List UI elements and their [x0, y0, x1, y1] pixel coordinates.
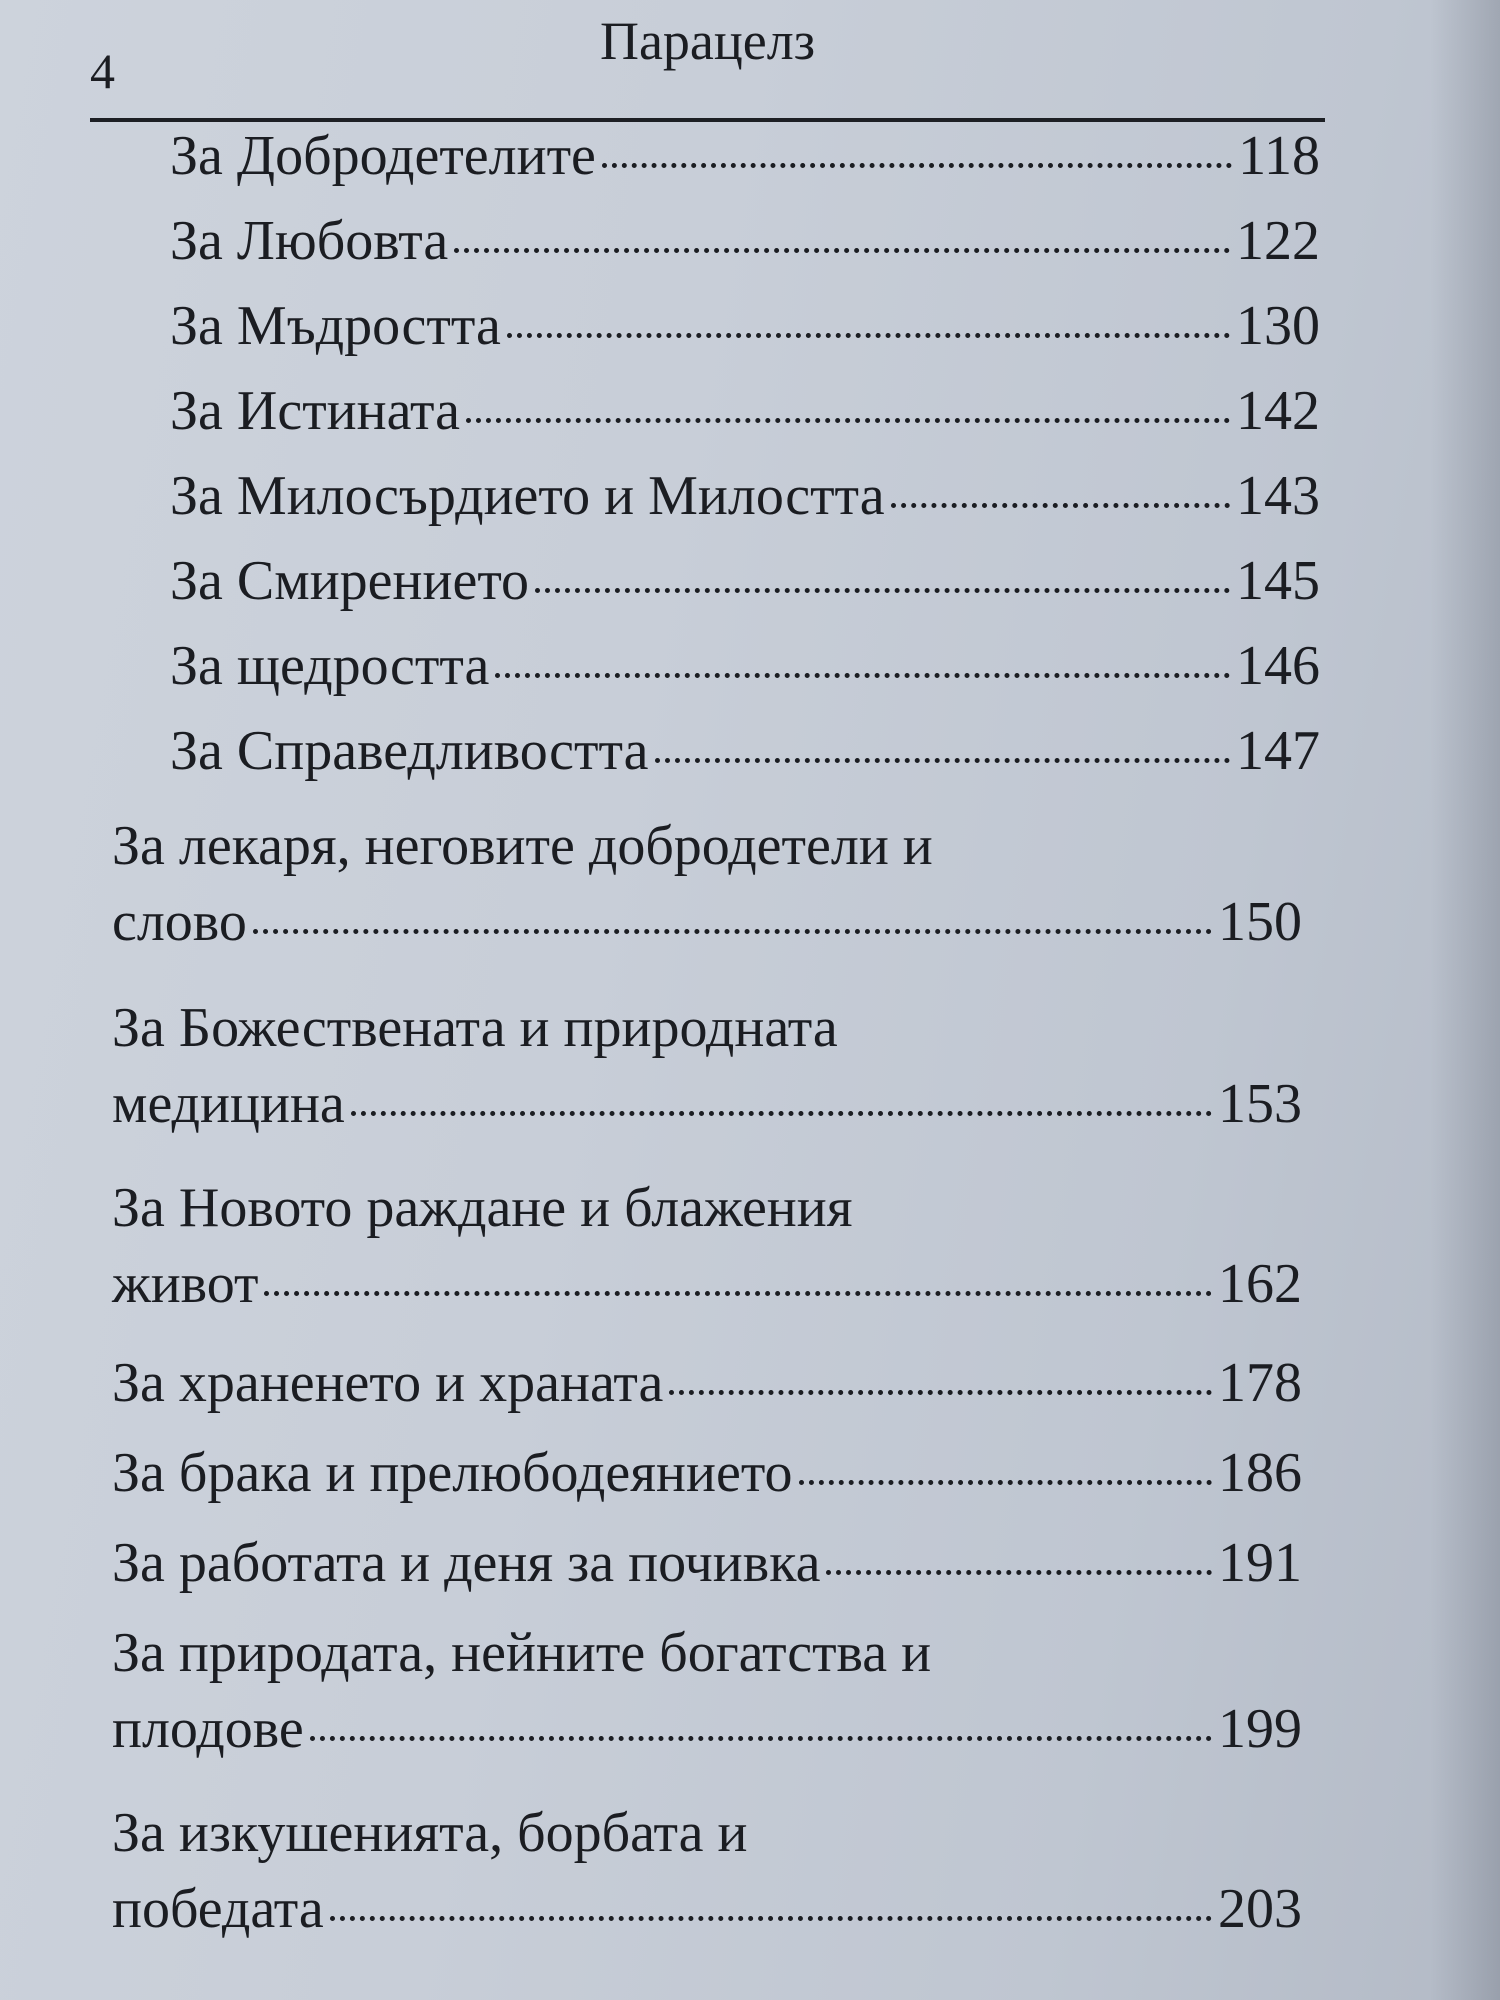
- running-title: Парацелз: [599, 11, 816, 71]
- toc-entry-page: 150: [1218, 891, 1302, 953]
- toc-entry: [112, 1442, 1302, 1504]
- toc-entry-page: 122: [1236, 210, 1320, 272]
- toc-entry-title: За Смирението: [170, 550, 530, 612]
- dot-leader: [507, 333, 1230, 338]
- toc-entry-title-line1: За Новото раждане и блажения: [112, 1177, 853, 1239]
- dot-leader: [826, 1570, 1212, 1575]
- toc-entry: [170, 465, 1320, 527]
- dot-leader: [655, 758, 1230, 763]
- toc-entry: [112, 1802, 1302, 1940]
- toc-entry-title-line2: медицина: [112, 1073, 345, 1135]
- dot-leader: [310, 1736, 1212, 1741]
- toc-entry-page: 143: [1236, 465, 1320, 527]
- toc-entry: [170, 635, 1320, 697]
- toc-entry-title: За Добродетелите: [170, 125, 596, 187]
- toc-entry-title: За храненето и храната: [112, 1352, 664, 1414]
- toc-entry-title: За щедростта: [170, 635, 490, 697]
- toc-entry-page: 178: [1218, 1352, 1302, 1414]
- toc-entry-title-line1: За лекаря, неговите добродетели и: [112, 815, 933, 877]
- toc-entry: [112, 1352, 1302, 1414]
- dot-leader: [799, 1480, 1212, 1485]
- dot-leader: [602, 163, 1232, 168]
- dot-leader: [535, 588, 1230, 593]
- toc-entry: [112, 1177, 1302, 1315]
- toc-entry-title: За Справедливостта: [170, 720, 649, 782]
- toc-entry-title-line2: победата: [112, 1878, 324, 1940]
- toc-entry-page: 146: [1236, 635, 1320, 697]
- dot-leader: [264, 1291, 1212, 1296]
- toc-entry-page: 191: [1218, 1532, 1302, 1594]
- dot-leader: [351, 1111, 1212, 1116]
- toc-entry: [112, 1532, 1302, 1594]
- toc-entry: [170, 380, 1320, 442]
- page-number: 4: [90, 43, 115, 99]
- toc-entry-page: 142: [1236, 380, 1320, 442]
- toc-entry-page: 203: [1218, 1878, 1302, 1940]
- toc-entry-page: 199: [1218, 1698, 1302, 1760]
- toc-entry: [112, 1622, 1302, 1760]
- toc-entry-title-line1: За природата, нейните богатства и: [112, 1622, 932, 1684]
- toc-entry: [112, 815, 1302, 953]
- toc-entry-page: 118: [1238, 125, 1320, 187]
- toc-entry: [170, 550, 1320, 612]
- toc-entry: [170, 125, 1320, 187]
- dot-leader: [669, 1390, 1212, 1395]
- toc-entry: [170, 210, 1320, 272]
- toc-entry-title: За Милосърдието и Милостта: [170, 465, 885, 527]
- dot-leader: [466, 418, 1230, 423]
- toc-entry-title-line2: плодове: [112, 1698, 304, 1760]
- toc-entry-page: 186: [1218, 1442, 1302, 1504]
- toc-entry-title-line2: слово: [112, 891, 247, 953]
- toc-entry-page: 162: [1218, 1253, 1302, 1315]
- dot-leader: [454, 248, 1230, 253]
- toc-entry-page: 130: [1236, 295, 1320, 357]
- toc-entry-title-line1: За Божествената и природната: [112, 997, 838, 1059]
- toc-entry-page: 153: [1218, 1073, 1302, 1135]
- toc-entry: [170, 295, 1320, 357]
- toc-entry-title: За Мъдростта: [170, 295, 501, 357]
- toc-entry-title: За Любовта: [170, 210, 449, 272]
- toc-entry: [112, 997, 1302, 1135]
- dot-leader: [330, 1916, 1212, 1921]
- toc-entry-title: За работата и деня за почивка: [112, 1532, 821, 1594]
- toc-entry-title: За брака и прелюбодеянието: [112, 1442, 793, 1504]
- toc-entry-page: 147: [1236, 720, 1320, 782]
- dot-leader: [495, 673, 1230, 678]
- dot-leader: [253, 929, 1212, 934]
- toc-entry-title-line2: живот: [112, 1253, 259, 1315]
- toc-entry-title-line1: За изкушенията, борбата и: [112, 1802, 748, 1864]
- toc-entry-title: За Истината: [170, 380, 461, 442]
- toc-entry: [170, 720, 1320, 782]
- toc-entry-page: 145: [1236, 550, 1320, 612]
- dot-leader: [891, 503, 1230, 508]
